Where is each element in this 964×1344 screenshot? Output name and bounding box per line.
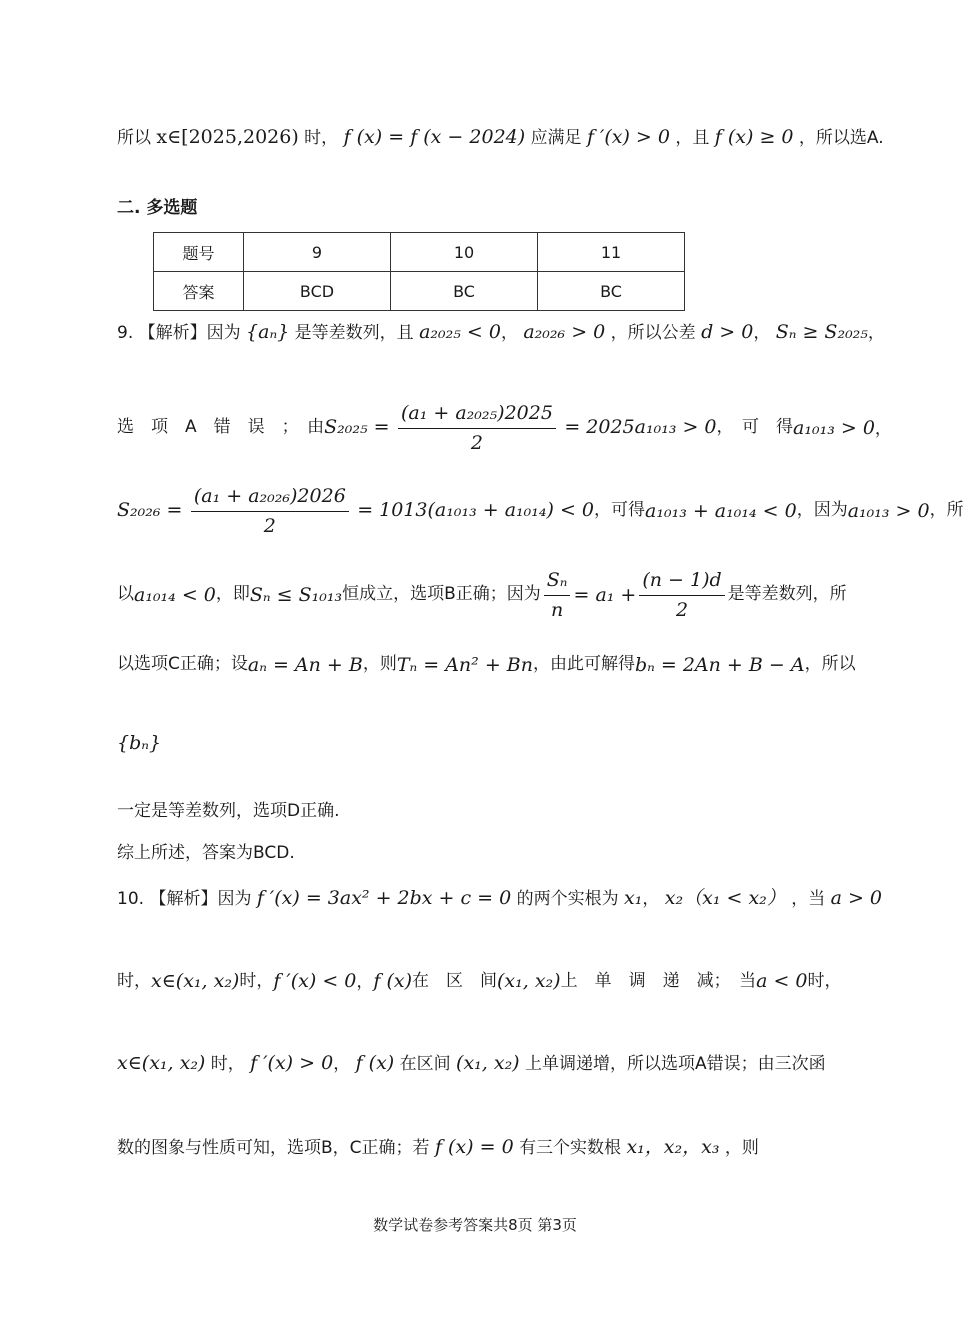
math: f ′(x) > 0 bbox=[250, 1052, 334, 1074]
text: 所以 bbox=[117, 128, 151, 148]
math: bₙ = 2An + B − A bbox=[634, 654, 805, 676]
math: a₁₀₁₃ + a₁₀₁₄ < 0 bbox=[645, 499, 797, 522]
table-cell: 9 bbox=[244, 233, 391, 272]
q10-line-4 bbox=[117, 1134, 833, 1161]
fraction-numerator: Sₙ bbox=[544, 567, 571, 596]
text: 数的图象与性质可知，选项B，C正确；若 bbox=[117, 1138, 430, 1158]
text: ，则 bbox=[362, 654, 397, 675]
math-condition: f (x) ≥ 0 bbox=[714, 126, 794, 148]
math: {bₙ} bbox=[117, 732, 162, 754]
q9-line-6 bbox=[117, 730, 833, 757]
math: a₁₀₁₄ < 0 bbox=[134, 583, 216, 606]
math: x₂（x₁ < x₂） bbox=[664, 887, 786, 909]
math-derivative: f ′(x) > 0 bbox=[586, 126, 670, 148]
fraction bbox=[191, 483, 349, 539]
math: = a₁ + bbox=[573, 583, 637, 606]
math: f (x) bbox=[355, 1052, 395, 1074]
table-cell: BC bbox=[538, 272, 685, 311]
text: 时， bbox=[210, 1054, 245, 1074]
text: ，由此可解得 bbox=[532, 654, 635, 675]
fraction-denominator: 2 bbox=[470, 431, 483, 454]
text: 一定是等差数列，选项D正确. bbox=[117, 801, 340, 821]
math: f ′(x) < 0 bbox=[273, 970, 357, 992]
q10-line-2: 时， x∈(x₁, x₂) 时， f ′(x) < 0， f (x) 在 区 间 (x₁, x₂) 上 单 调 递 减； 当 a < 0 时， bbox=[117, 968, 833, 995]
math: x₁ bbox=[624, 887, 643, 909]
text: ，则 bbox=[724, 1138, 759, 1158]
text: 有三个实数根 bbox=[519, 1138, 622, 1158]
math: (x₁, x₂) bbox=[497, 970, 561, 993]
text: 在区间 bbox=[399, 1054, 451, 1074]
q9-line-3 bbox=[117, 483, 964, 539]
text: ，因为 bbox=[796, 500, 848, 521]
text: 时， bbox=[117, 970, 151, 991]
math: x∈(x₁, x₂) bbox=[117, 1052, 206, 1074]
math: d > 0 bbox=[701, 321, 754, 343]
text: 恒成立，选项B正确；因为 bbox=[342, 584, 541, 605]
text: ，所以 bbox=[804, 654, 856, 675]
table-row-numbers bbox=[154, 233, 685, 272]
math: x∈(x₁, x₂) bbox=[151, 970, 240, 993]
math: = 1013(a₁₀₁₃ + a₁₀₁₄) < 0 bbox=[357, 499, 595, 522]
q9-line-4 bbox=[117, 567, 847, 623]
q9-line-5 bbox=[117, 652, 856, 679]
q9-line-7 bbox=[117, 800, 833, 824]
fraction-numerator: (a₁ + a₂₀₂₅)2025 bbox=[398, 400, 556, 429]
table-cell: 11 bbox=[538, 233, 685, 272]
table-cell: 10 bbox=[391, 233, 538, 272]
q9-line-1: 9. 【解析】因为 {aₙ} 是等差数列，且 a₂₀₂₅ < 0， a₂₀₂₆ > 0 ，所以公差 d > 0， Sₙ ≥ S₂₀₂₅， bbox=[117, 321, 885, 343]
text: 选 项 A 错 误 ； 由 bbox=[117, 417, 325, 438]
math: f ′(x) = 3ax² + 2bx + c = 0 bbox=[256, 887, 512, 909]
fraction-numerator: (n − 1)d bbox=[639, 567, 724, 596]
table-cell: BCD bbox=[244, 272, 391, 311]
text: ，当 bbox=[791, 889, 826, 909]
table-answer-label: 答案 bbox=[154, 272, 244, 311]
fraction-denominator: 2 bbox=[263, 514, 276, 537]
text: ，所以选A. bbox=[798, 128, 884, 148]
text: 上单调递增，所以选项A错误；由三次函 bbox=[525, 1054, 826, 1074]
fraction bbox=[544, 567, 571, 623]
text: 应满足 bbox=[530, 128, 582, 148]
math: Tₙ = An² + Bn bbox=[396, 654, 533, 676]
math: f (x) bbox=[373, 970, 412, 993]
text: ，可得 bbox=[594, 500, 646, 521]
math: S₂₀₂₆ = bbox=[117, 499, 183, 522]
answer-table bbox=[153, 232, 685, 311]
text: 9. 【解析】因为 bbox=[117, 323, 241, 343]
math: a₂₀₂₅ < 0 bbox=[419, 321, 501, 343]
math: a < 0 bbox=[756, 970, 808, 993]
fraction-denominator: 2 bbox=[675, 598, 689, 621]
text: 以选项C正确；设 bbox=[117, 654, 248, 675]
text: 是等差数列，且 bbox=[294, 323, 414, 343]
math: S₂₀₂₅ = bbox=[324, 416, 390, 439]
table-cell: BC bbox=[391, 272, 538, 311]
fraction-denominator: n bbox=[551, 598, 564, 621]
section-heading bbox=[117, 197, 833, 221]
fraction bbox=[639, 567, 724, 623]
math-function: f (x) = f (x − 2024) bbox=[343, 126, 526, 148]
table-header-label: 题号 bbox=[154, 233, 244, 272]
text: 是等差数列，所 bbox=[727, 584, 847, 605]
text: 综上所述，答案为BCD. bbox=[117, 843, 295, 863]
math-interval: x∈[2025,2026) bbox=[156, 126, 299, 148]
text: 时， bbox=[239, 970, 274, 991]
table-row-answers bbox=[154, 272, 685, 311]
math: aₙ = An + B bbox=[247, 654, 363, 676]
intro-line bbox=[117, 124, 884, 151]
math: Sₙ ≥ S₂₀₂₅ bbox=[775, 321, 868, 343]
text: 的两个实根为 bbox=[516, 889, 619, 909]
math: a₁₀₁₃ > 0 bbox=[847, 499, 930, 522]
math: (x₁, x₂) bbox=[456, 1052, 520, 1074]
math-block bbox=[324, 400, 716, 456]
page-footer: 数学试卷参考答案共8页 第3页 bbox=[373, 1216, 577, 1234]
math: Sₙ ≤ S₁₀₁₃ bbox=[249, 583, 343, 606]
text: ，所 bbox=[929, 500, 964, 521]
math: a₂₀₂₆ > 0 bbox=[523, 321, 606, 343]
text: ， 可 得 bbox=[716, 417, 794, 438]
text: 在 区 间 bbox=[412, 970, 497, 991]
text: ，即 bbox=[215, 584, 250, 605]
math: x₁，x₂，x₃ bbox=[626, 1136, 720, 1158]
text: ，且 bbox=[675, 128, 710, 148]
text: 时， bbox=[807, 970, 842, 991]
math: a > 0 bbox=[830, 887, 883, 909]
math: a₁₀₁₃ > 0 bbox=[793, 416, 875, 439]
math: = 2025a₁₀₁₃ > 0 bbox=[564, 416, 717, 439]
math: f (x) = 0 bbox=[434, 1136, 514, 1158]
q10-line-3: x∈(x₁, x₂) 时， f ′(x) > 0， f (x) 在区间 (x₁, x₂) 上单调递增，所以选项A错误；由三次函 bbox=[117, 1052, 826, 1074]
text: 上 单 调 递 减； 当 bbox=[560, 970, 757, 991]
math: {aₙ} bbox=[246, 321, 290, 343]
text: ，所以公差 bbox=[610, 323, 696, 343]
q9-line-8 bbox=[117, 842, 833, 866]
math-block bbox=[117, 483, 594, 539]
fraction-numerator: (a₁ + a₂₀₂₆)2026 bbox=[191, 483, 349, 512]
text: 10. 【解析】因为 bbox=[117, 889, 252, 909]
fraction bbox=[398, 400, 556, 456]
text: 时， bbox=[304, 128, 339, 148]
text: 以 bbox=[117, 584, 134, 605]
q10-line-1: 10. 【解析】因为 f ′(x) = 3ax² + 2bx + c = 0 的两个实根为 x₁， x₂（x₁ < x₂） ，当 a > 0 bbox=[117, 887, 883, 909]
q9-line-2: 选 项 A 错 误 ； 由 S₂₀₂₅ = $\frac{\text{(a₁ + a₂₀₂₅)2025}}{2}$ = 2025a₁₀₁₃ > 0 ， 可 得 a₁₀₁₃ > 0， bbox=[117, 400, 833, 456]
heading-text: 二. 多选题 bbox=[117, 198, 198, 218]
